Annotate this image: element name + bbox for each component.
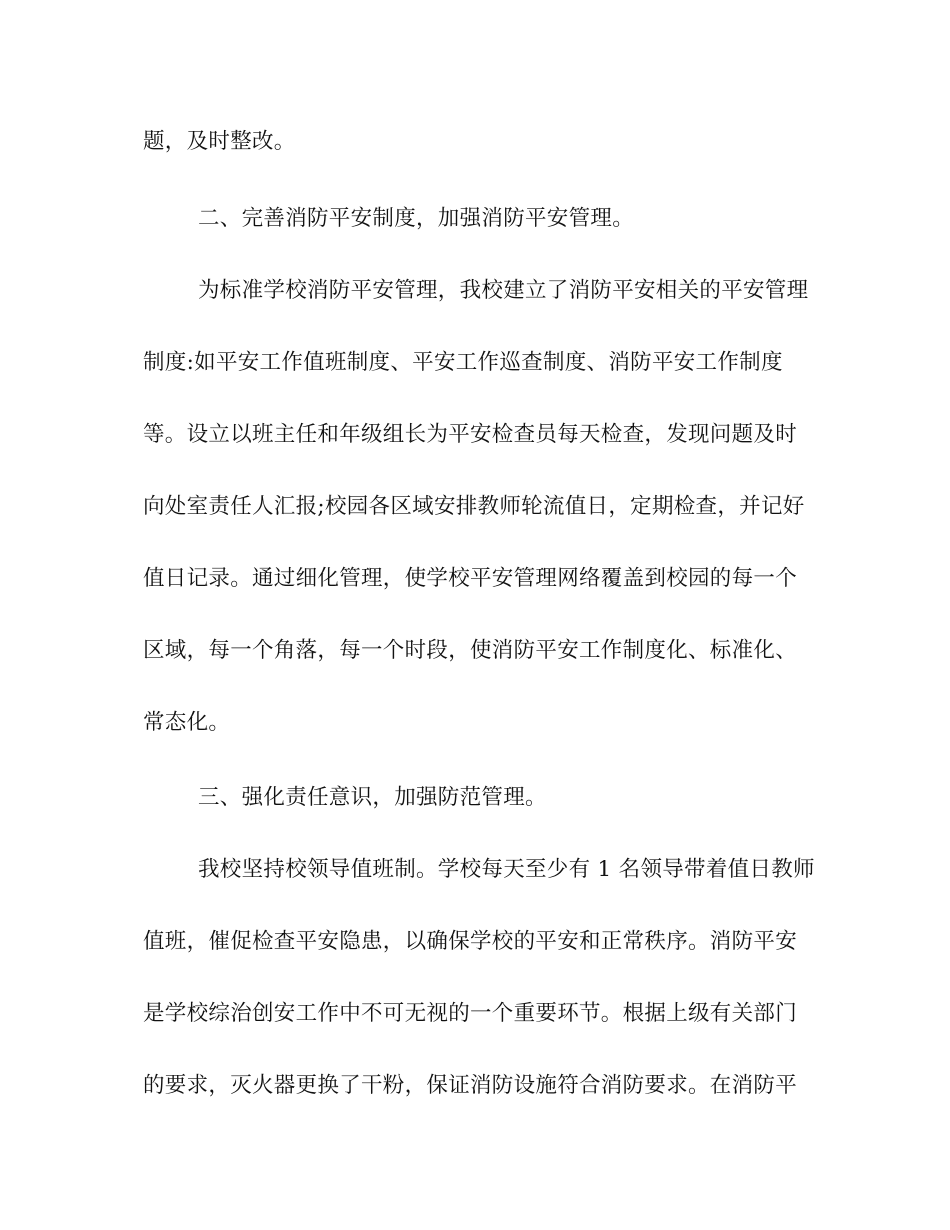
section-heading: 三、强化责任意识，加强防范管理。 <box>198 785 547 810</box>
paragraph-line: 区域，每一个角落，每一个时段，使消防平安工作制度化、标准化、 <box>143 638 798 663</box>
paragraph-line: 为标准学校消防平安管理，我校建立了消防平安相关的平安管理 <box>198 278 809 303</box>
paragraph-line: 等。设立以班主任和年级组长为平安检查员每天检查，发现问题及时 <box>143 422 798 447</box>
paragraph-line: 值班，催促检查平安隐患，以确保学校的平安和正常秩序。消防平安 <box>143 929 798 954</box>
paragraph-line: 向处室责任人汇报;校园各区域安排教师轮流值日，定期检查，并记好 <box>143 494 805 519</box>
paragraph-line: 是学校综治创安工作中不可无视的一个重要环节。根据上级有关部门 <box>143 1001 798 1026</box>
paragraph-line: 常态化。 <box>143 710 231 735</box>
paragraph-line: 制度:如平安工作值班制度、平安工作巡查制度、消防平安工作制度 <box>143 350 783 375</box>
section-heading: 二、完善消防平安制度，加强消防平安管理。 <box>198 206 635 231</box>
paragraph-line: 值日记录。通过细化管理，使学校平安管理网络覆盖到校园的每一个 <box>143 566 798 591</box>
paragraph-line: 的要求，灭火器更换了干粉，保证消防设施符合消防要求。在消防平 <box>143 1073 798 1098</box>
text-line: 题，及时整改。 <box>143 129 296 154</box>
paragraph-line: 我校坚持校领导值班制。学校每天至少有 1 名领导带着值日教师 <box>198 857 815 882</box>
